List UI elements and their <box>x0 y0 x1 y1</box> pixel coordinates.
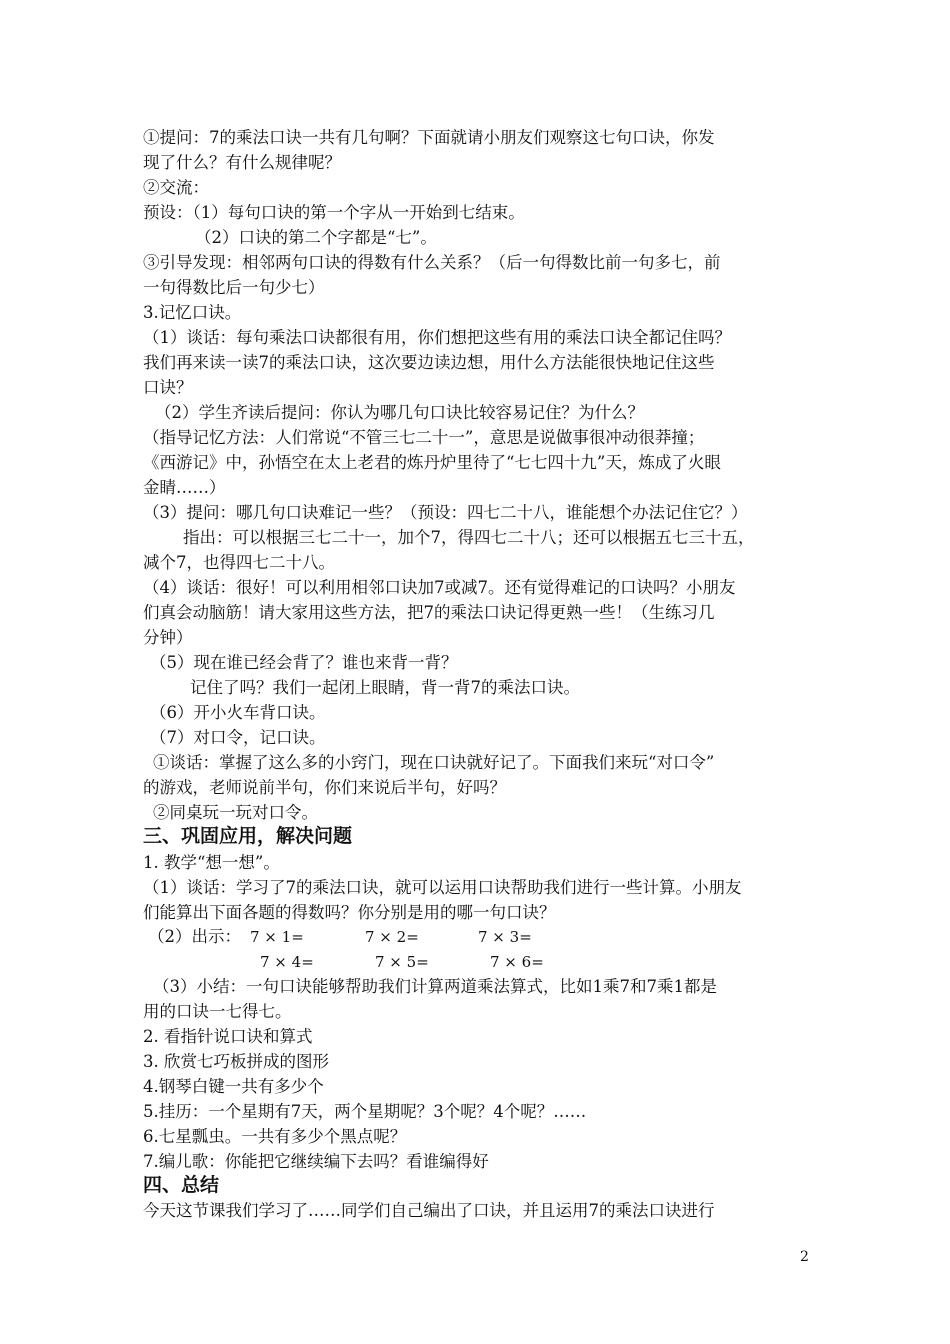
text-line: ②同桌玩一玩对口令。 <box>153 803 318 822</box>
text-line: 今天这节课我们学习了……同学们自己编出了口诀，并且运用7的乘法口诀进行 <box>143 1201 715 1220</box>
text-line: ③引导发现：相邻两句口诀的得数有什么关系？（后一句得数比前一句多七，前 <box>143 253 721 272</box>
text-line: （1）谈话：每句乘法口诀都很有用，你们想把这些有用的乘法口诀全都记住吗？ <box>143 328 731 347</box>
text-line: 用的口诀一七得七。 <box>143 1002 292 1021</box>
text-line: 我们再来读一读7的乘法口诀，这次要边读边想，用什么方法能很快地记住这些 <box>143 353 715 372</box>
text-line: 们能算出下面各题的得数吗？你分别是用的哪一句口诀？ <box>143 903 556 922</box>
text-line: 3.记忆口诀。 <box>143 303 242 322</box>
text-line: 金睛……） <box>143 478 226 497</box>
text-line: 现了什么？有什么规律呢？ <box>143 153 341 172</box>
text-line: 4.钢琴白键一共有多少个 <box>143 1077 324 1096</box>
text-line: 口诀？ <box>143 378 193 397</box>
text-line: 们真会动脑筋！请大家用这些方法，把7的乘法口诀记得更熟一些！（生练习几 <box>143 603 715 622</box>
text-line: 预设：（1）每句口诀的第一个字从一开始到七结束。 <box>143 203 525 222</box>
calc-item: 7 × 6= <box>490 953 544 971</box>
calc-item: 7 × 4= <box>260 953 314 971</box>
text-line: 7.编儿歌：你能把它继续编下去吗？看谁编得好 <box>143 1152 489 1171</box>
text-line: 3. 欣赏七巧板拼成的图形 <box>143 1052 329 1071</box>
calc-item: 7 × 5= <box>375 953 429 971</box>
text-line: 减个7，也得四七二十八。 <box>143 553 335 572</box>
section-heading: 三、巩固应用，解决问题 <box>143 825 353 847</box>
calc-item: 7 × 2= <box>365 928 419 946</box>
calc-item: 7 × 3= <box>478 928 532 946</box>
text-line: 《西游记》中，孙悟空在太上老君的炼丹炉里待了“七七四十九”天，炼成了火眼 <box>143 453 721 472</box>
text-line: 的游戏，老师说前半句，你们来说后半句，好吗？ <box>143 778 506 797</box>
text-line: （7）对口令，记口诀。 <box>150 728 326 747</box>
text-line: 记住了吗？我们一起闭上眼睛，背一背7的乘法口诀。 <box>190 678 580 697</box>
page-number: 2 <box>800 1249 809 1265</box>
show-label: （2）出示： <box>148 927 241 946</box>
text-line: （3）提问：哪几句口诀难记一些？（预设：四七二十八，谁能想个办法记住它？） <box>143 503 748 522</box>
text-line: 一句得数比后一句少七） <box>143 278 325 297</box>
text-line: ①谈话：掌握了这么多的小窍门，现在口诀就好记了。下面我们来玩“对口令” <box>153 753 715 772</box>
text-line: （6）开小火车背口诀。 <box>150 703 326 722</box>
text-line: 6.七星瓢虫。一共有多少个黑点呢？ <box>143 1127 407 1146</box>
text-line: ①提问：7的乘法口诀一共有几句啊？下面就请小朋友们观察这七句口诀，你发 <box>143 128 715 147</box>
text-line: 1. 教学“想一想”。 <box>143 853 280 872</box>
text-line: 2. 看指针说口诀和算式 <box>143 1027 313 1046</box>
text-line: ②交流： <box>143 178 209 197</box>
text-line: （3）小结：一句口诀能够帮助我们计算两道乘法算式，比如1乘7和7乘1都是 <box>153 977 717 996</box>
text-line: 分钟） <box>143 628 193 647</box>
calc-item: 7 × 1= <box>250 928 304 946</box>
text-line: （指导记忆方法：人们常说“不管三七二十一”，意思是说做事很冲动很莽撞； <box>143 428 705 447</box>
text-line: 指出：可以根据三七二十一，加个7，得四七二十八；还可以根据五七三十五， <box>183 528 755 547</box>
section-heading: 四、总结 <box>143 1174 220 1196</box>
text-line: （2）口诀的第二个字都是“七”。 <box>195 228 437 247</box>
text-line: （5）现在谁已经会背了？谁也来背一背？ <box>150 653 458 672</box>
text-line: 5.挂历：一个星期有7天，两个星期呢？3个呢？4个呢？…… <box>143 1102 587 1121</box>
text-line: （2）学生齐读后提问：你认为哪几句口诀比较容易记住？为什么？ <box>155 403 644 422</box>
text-line: （4）谈话：很好！可以利用相邻口诀加7或减7。还有觉得难记的口诀吗？小朋友 <box>143 578 736 597</box>
text-line: （1）谈话：学习了7的乘法口诀，就可以运用口诀帮助我们进行一些计算。小朋友 <box>143 878 742 897</box>
